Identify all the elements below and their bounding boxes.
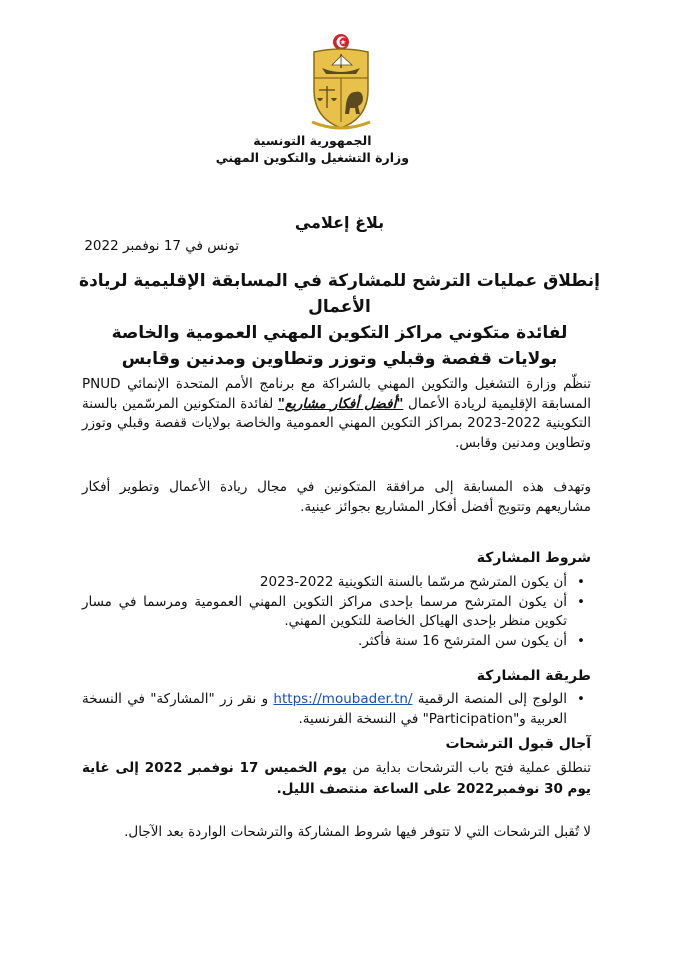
deadlines-paragraph bbox=[82, 758, 591, 800]
deadline-dates: يوم الخميس 17 نوفمبر 2022 إلى غاية يوم 30 نوفمبر2022 على الساعة منتصف الليل. bbox=[82, 760, 591, 797]
main-title-line2: لفائدة متكوني مراكز التكوين المهني العمومية والخاصة bbox=[111, 323, 568, 343]
tunisia-coat-of-arms-icon bbox=[308, 32, 374, 132]
closing-note: لا تُقبل الترشحات التي لا تتوفر فيها شروط المشاركة والترشحات الواردة بعد الآجال. bbox=[124, 824, 591, 840]
main-title bbox=[60, 268, 619, 372]
list-item: • أن يكون سن المترشح 16 سنة فأكثر. bbox=[82, 632, 567, 652]
method-text-1: الولوج إلى المنصة الرقمية bbox=[412, 691, 567, 707]
method-heading: طريقة المشاركة bbox=[476, 668, 591, 684]
competition-name: "أفضل أفكار مشاريع" bbox=[277, 395, 404, 412]
platform-link[interactable]: https://moubader.tn/ bbox=[273, 691, 413, 707]
ministry-name: وزارة التشغيل والتكوين المهني bbox=[215, 150, 409, 165]
method-list bbox=[82, 690, 591, 729]
list-item: • أن يكون المترشح مرسّما بالسنة التكوينية 2022-2023 bbox=[82, 573, 567, 593]
list-item bbox=[82, 690, 567, 729]
goal-paragraph: وتهدف هذه المسابقة إلى مرافقة المتكونين في مجال ريادة الأعمال وتطوير أفكار مشاريعهم وتتويج أفضل أفكار المشاريع بجوائز عينية. bbox=[82, 479, 591, 515]
conditions-heading: شروط المشاركة bbox=[476, 550, 591, 566]
list-item: • أن يكون المترشح مرسما بإحدى مراكز التكوين المهني العمومية ومرسما في مسار تكوين منظر بإحدى الهياكل الخاصة للتكوين المهني. bbox=[82, 593, 567, 632]
intro-paragraph bbox=[82, 375, 591, 453]
main-title-line1: إنطلاق عمليات الترشح للمشاركة في المسابقة الإقليمية لريادة الأعمال bbox=[79, 271, 600, 317]
communique-title: بلاغ إعلامي bbox=[294, 213, 385, 232]
deadline-text: تنطلق عملية فتح باب الترشحات بداية من bbox=[346, 760, 591, 776]
main-title-line3: بولايات قفصة وقبلي وتوزر وتطاوين ومدنين وقابس bbox=[121, 349, 558, 369]
date-line: تونس في 17 نوفمبر 2022 bbox=[84, 238, 239, 254]
deadlines-heading: آجال قبول الترشحات bbox=[445, 736, 591, 752]
intro-text-2: لفائدة المتكونين المرسّمين بالسنة التكوينية 2022-2023 بمراكز التكوين المهني العمومية والخاصة بولايات قفصة وقبلي وتوزر وتطاوين ومدنين وقابس. bbox=[82, 395, 591, 451]
republic-name: الجمهورية التونسية bbox=[253, 133, 372, 148]
intro-text-1: تنظّم وزارة التشغيل والتكوين المهني بالشراكة مع برنامج الأمم المتحدة الإنمائي PNUD المسابقة الإقليمية لريادة الأعمال bbox=[82, 376, 591, 412]
header-block bbox=[216, 132, 409, 166]
conditions-list bbox=[82, 573, 591, 651]
method-text-2: و نقر زر "المشاركة" في النسخة العربية و"Participation" في النسخة الفرنسية. bbox=[82, 691, 567, 727]
